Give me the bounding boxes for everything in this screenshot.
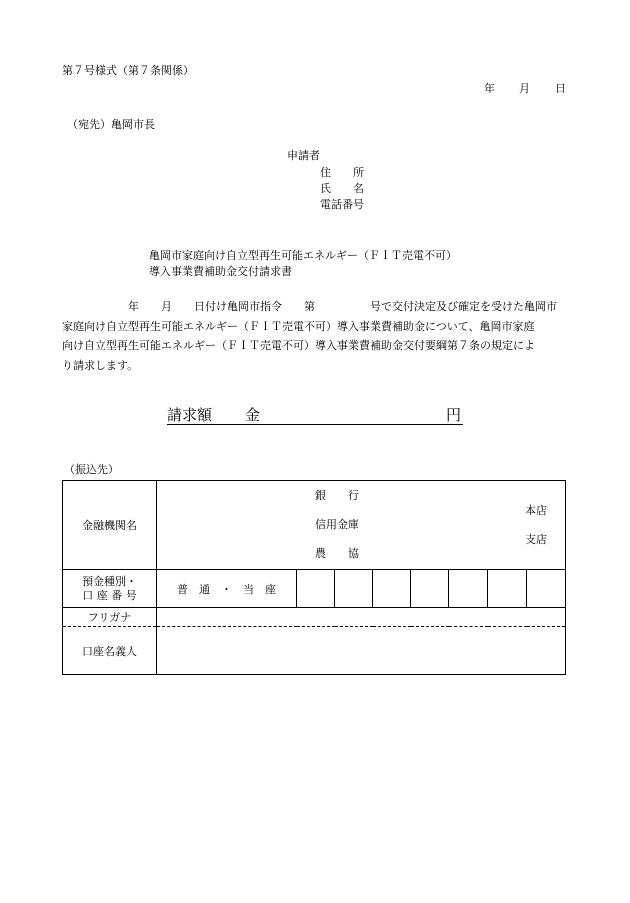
amount-kin: 金 xyxy=(245,406,261,424)
bank-type-nokyo: 農 協 xyxy=(315,547,359,560)
account-digit-3[interactable] xyxy=(373,570,411,608)
amount-yen: 円 xyxy=(446,406,462,424)
bank-account-table xyxy=(62,480,566,675)
bank-type-bank: 銀 行 xyxy=(315,489,359,502)
account-digit-5[interactable] xyxy=(449,570,488,608)
account-number-row xyxy=(63,570,566,608)
form-number-label: 第７号様式（第７条関係） xyxy=(62,64,194,77)
requested-amount-line xyxy=(167,402,463,425)
document-title-line2: 導入事業費補助金交付請求書 xyxy=(149,265,292,278)
account-digit-1[interactable] xyxy=(297,570,335,608)
addressee: （宛先）亀岡市長 xyxy=(67,118,155,131)
branch-type-main: 本店 xyxy=(525,504,547,517)
institution-label: 金融機関名 xyxy=(63,481,157,570)
account-digit-7[interactable] xyxy=(527,570,566,608)
applicant-name-label: 氏 名 xyxy=(320,182,364,195)
account-type-label xyxy=(63,570,157,608)
date-line xyxy=(484,82,495,96)
date-day: 日 xyxy=(555,82,566,95)
institution-row xyxy=(63,481,566,570)
account-digit-4[interactable] xyxy=(411,570,449,608)
holder-label: 口座名義人 xyxy=(63,627,157,675)
furigana-field[interactable] xyxy=(157,608,566,627)
account-digit-6[interactable] xyxy=(488,570,527,608)
account-digit-2[interactable] xyxy=(335,570,373,608)
account-type-label-line1: 預金種別・ xyxy=(82,574,137,588)
body-line-1: 年 月 日付け亀岡市指令 第 号で交付決定及び確定を受けた亀岡市 xyxy=(62,300,557,313)
body-line-2: 家庭向け自立型再生可能エネルギー（ＦＩＴ売電不可）導入事業費補助金について、亀岡市家庭 xyxy=(62,319,535,333)
applicant-address-label: 住 所 xyxy=(320,166,364,179)
transfer-heading: （振込先） xyxy=(64,463,119,476)
account-type-options[interactable]: 普 通 ・ 当 座 xyxy=(157,570,297,608)
bank-type-shinkin: 信用金庫 xyxy=(315,518,359,531)
document-title-line1: 亀岡市家庭向け自立型再生可能エネルギー（ＦＩＴ売電不可） xyxy=(149,249,457,262)
request-body-paragraph xyxy=(62,297,572,375)
branch-type-branch: 支店 xyxy=(525,533,547,546)
body-line-3: 向け自立型再生可能エネルギー（ＦＩＴ売電不可）導入事業費補助金交付要綱第７条の規定によ xyxy=(62,339,535,352)
applicant-phone-label: 電話番号 xyxy=(320,198,364,211)
holder-row xyxy=(63,627,566,675)
holder-field[interactable] xyxy=(157,627,566,675)
date-month: 月 xyxy=(519,82,530,95)
date-year: 年 xyxy=(484,82,495,95)
account-type-label-line2: 口 座 番 号 xyxy=(82,588,137,602)
institution-field[interactable] xyxy=(157,481,566,570)
furigana-label: フリガナ xyxy=(63,608,157,627)
body-line-4: り請求します。 xyxy=(62,358,139,372)
amount-label: 請求額 xyxy=(167,406,213,424)
furigana-row xyxy=(63,608,566,627)
applicant-heading: 申請者 xyxy=(287,149,320,162)
